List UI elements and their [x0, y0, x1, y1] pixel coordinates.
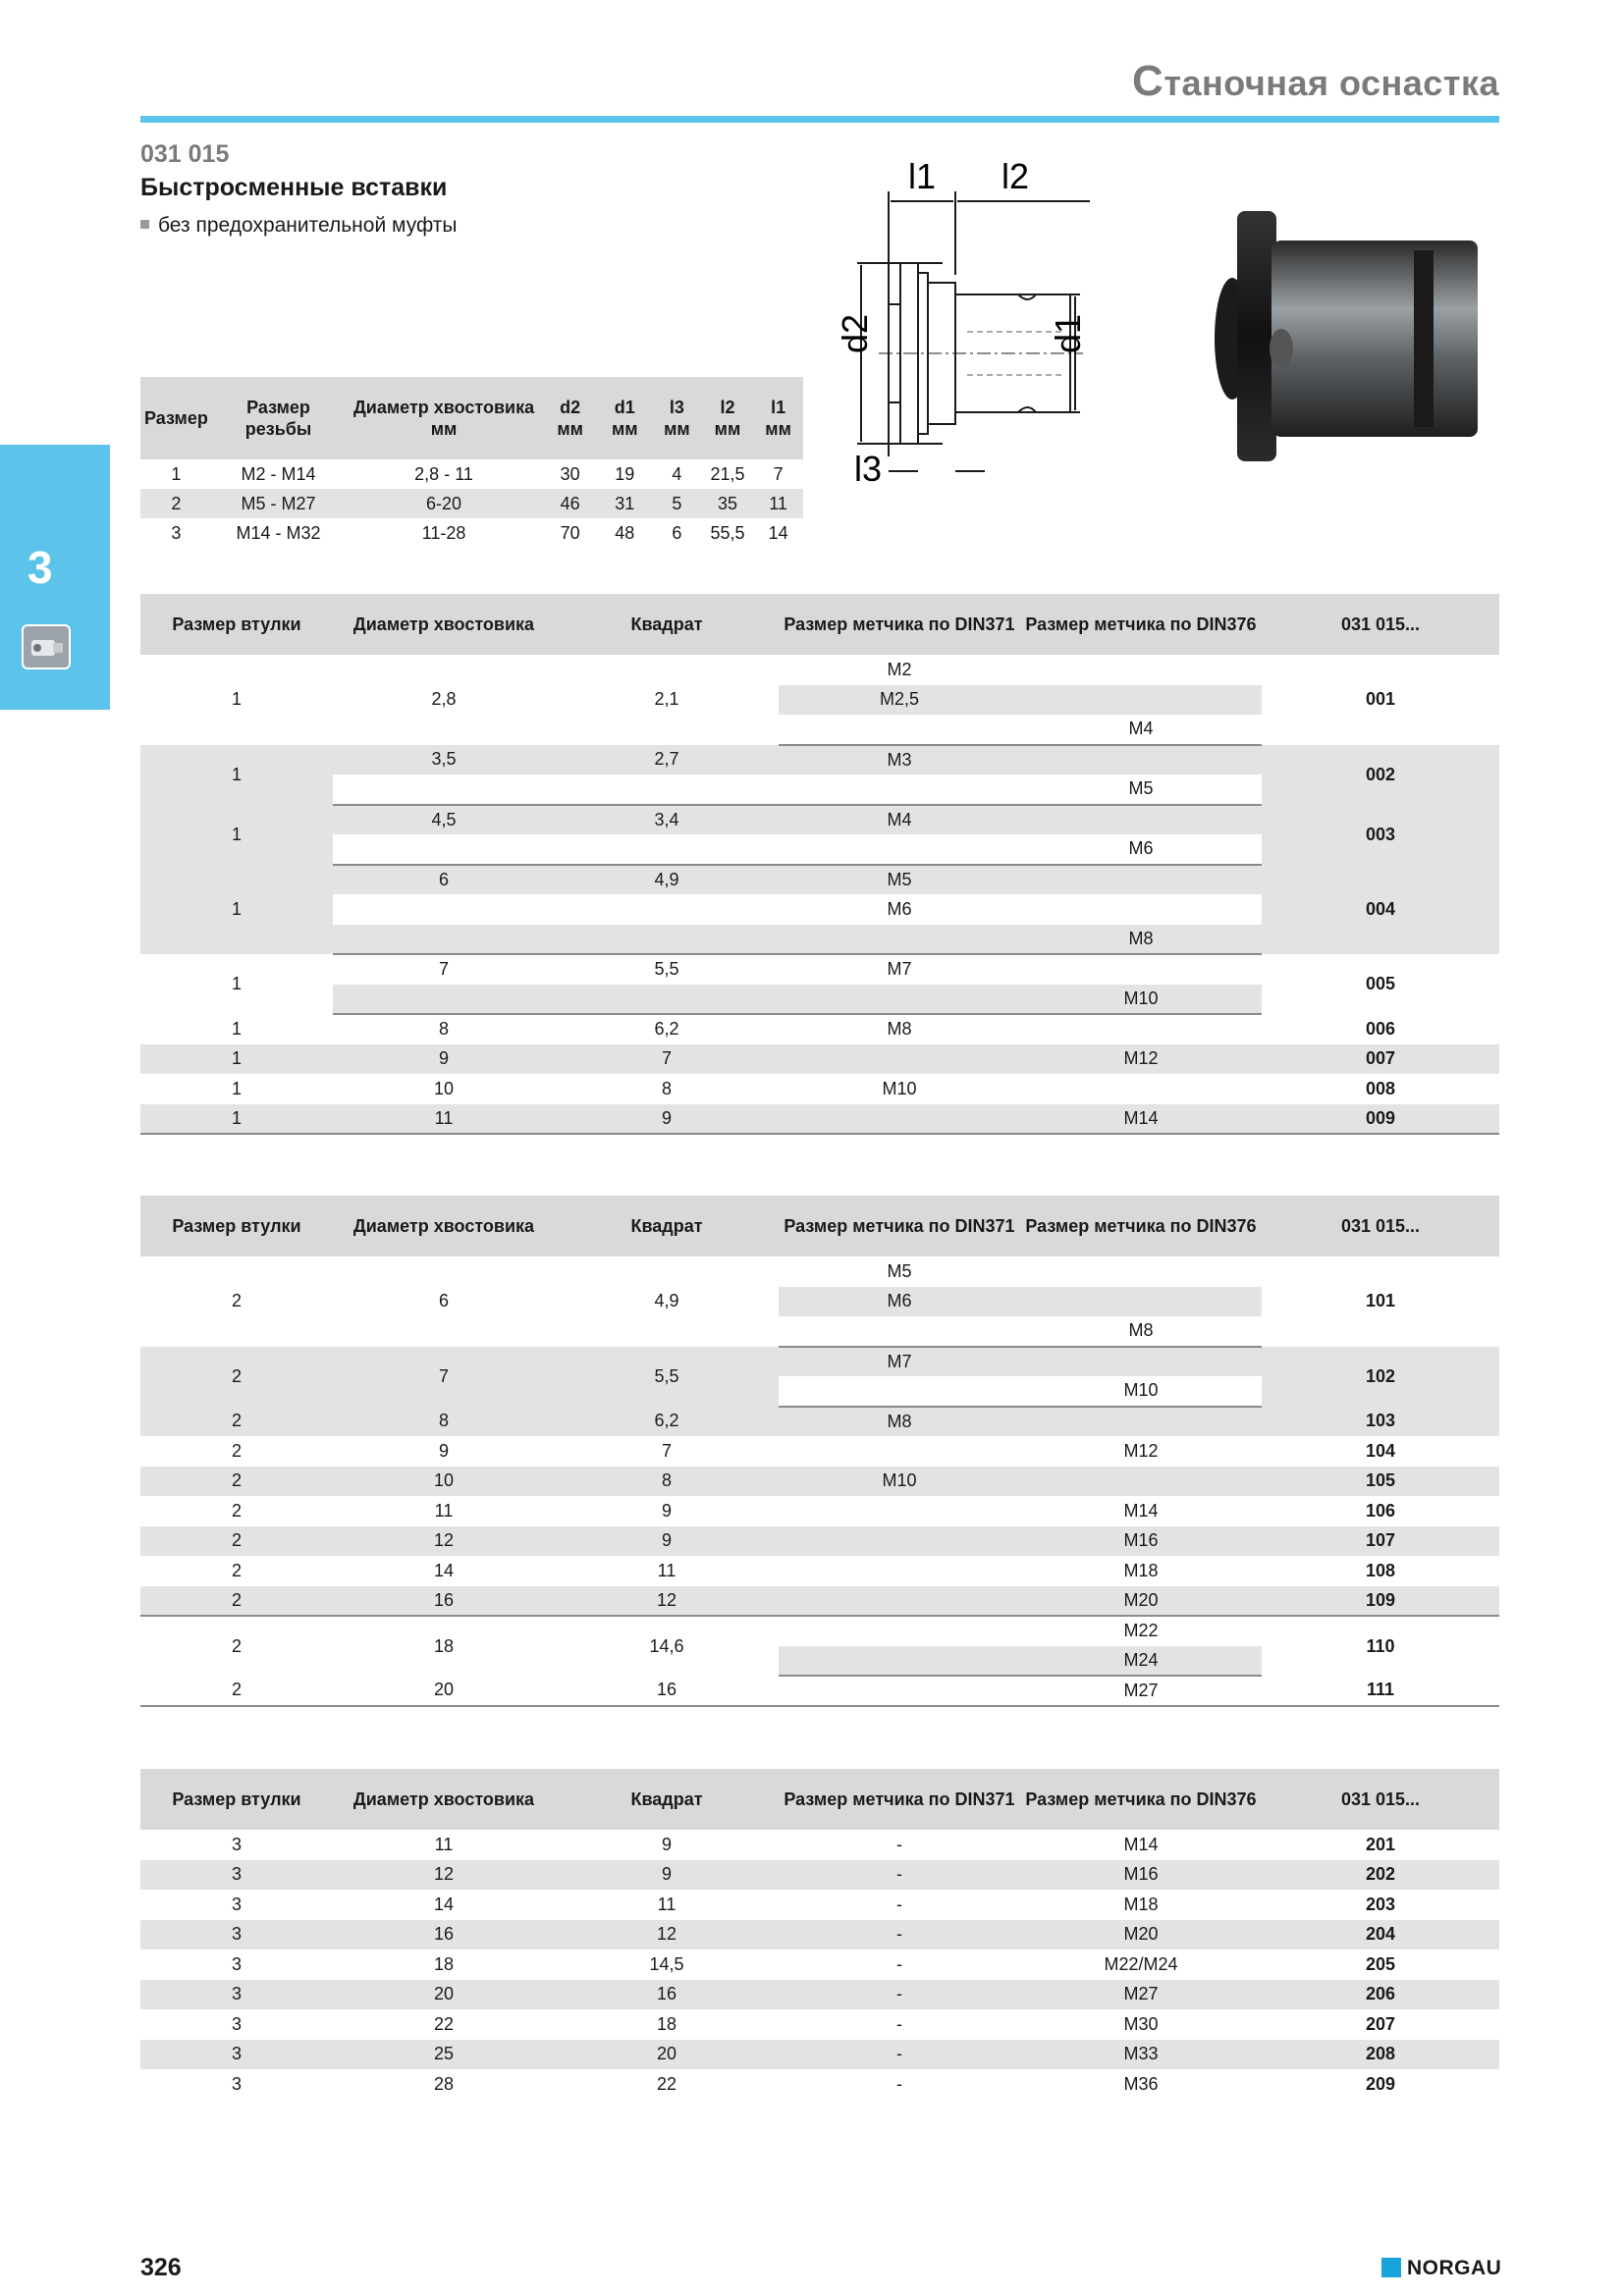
column-header: 031 015... — [1262, 594, 1499, 655]
column-header: Диаметр хвостовика — [333, 594, 555, 655]
column-header: Квадрат — [555, 1769, 779, 1830]
table-row: 1 6 4,9 M5 004 — [140, 865, 1499, 895]
table-row: 2 16 12 M20 109 — [140, 1586, 1499, 1617]
table-row: 1 2,8 2,1 M2 001 — [231, 659, 1396, 710]
chapter-tab[interactable] — [0, 445, 110, 710]
column-header: Диаметр хвостовика — [333, 1769, 555, 1830]
column-header: Размер — [140, 377, 212, 459]
table-row: 1 7 5,5 M7 005 — [231, 959, 1396, 993]
l2-label: l2 — [1001, 157, 1030, 196]
column-header: d1 мм — [597, 377, 652, 459]
sleeve-size-1-table — [140, 594, 1499, 1135]
column-header: Размер метчика по DIN376 — [1020, 594, 1262, 655]
brand-square-icon — [1381, 2258, 1401, 2277]
bullet-square-icon — [140, 220, 149, 229]
table-row: 2 7 5,5 M7 102 — [140, 1347, 1499, 1377]
column-header: Размер резьбы — [212, 377, 345, 459]
table-row: M2,5 — [140, 685, 1499, 716]
table-row: M8 — [140, 925, 1499, 955]
table-row: 2 8 6,2 M8 103 — [140, 1407, 1499, 1437]
table-row: 3 12 9 - M16 202 — [140, 1860, 1499, 1891]
table-row: 3 18 14,5 - M22/M24 205 — [231, 1953, 1396, 1974]
column-header: Диаметр хвостовика — [333, 1196, 555, 1256]
table-row: M4 — [140, 715, 1499, 745]
column-header: Квадрат — [555, 594, 779, 655]
l3-label: l3 — [854, 449, 883, 489]
table-row: 1 3,5 2,7 M3 002 — [140, 745, 1499, 775]
table-row: 1 8 6,2 M8 006 — [231, 1018, 1396, 1040]
table-row: 1 10 8 M10 008 — [231, 1078, 1396, 1098]
table-row: 2 11 9 M14 106 — [231, 1500, 1396, 1521]
table-row: M6 — [140, 1287, 1499, 1317]
table-row: 3 M14 - M32 11-28 70 48 6 55,5 14 — [171, 522, 788, 543]
table-row: 3 22 18 - M30 207 — [231, 2013, 1396, 2034]
tap-holder-icon — [22, 624, 71, 669]
table-row: 1 M2 - M14 2,8 - 11 30 19 4 21,5 7 — [171, 463, 784, 484]
table-row: 1 9 7 M12 007 — [140, 1044, 1499, 1075]
column-header: l3 мм — [652, 377, 702, 459]
table-row: M6 — [140, 834, 1499, 865]
feature-item: без предохранительной муфты — [140, 214, 458, 238]
column-header: Квадрат — [555, 1196, 779, 1256]
header-rule — [140, 116, 1499, 123]
table-row: 2 12 9 M16 107 — [140, 1526, 1499, 1557]
table-row: 1 4,5 3,4 M4 003 — [140, 805, 1499, 835]
d2-label: d2 — [835, 313, 875, 353]
section-title: Станочная оснастка — [1132, 57, 1499, 105]
technical-drawing — [830, 157, 1090, 501]
column-header: Размер метчика по DIN371 — [779, 1196, 1020, 1256]
l1-label: l1 — [908, 157, 937, 196]
spec-table — [140, 377, 803, 548]
table-row: 2 M5 - M27 6-20 46 31 5 35 11 — [140, 489, 803, 518]
table-row: 2 10 8 M10 105 — [140, 1467, 1499, 1497]
table-row: 3 14 11 - M18 203 — [231, 1894, 1396, 1914]
column-header: Размер метчика по DIN376 — [1020, 1196, 1262, 1256]
table-row: 2 9 7 M12 104 — [231, 1440, 1396, 1461]
table-row: 2 14 11 M18 108 — [231, 1560, 1396, 1580]
sleeve-size-2-table — [140, 1196, 1499, 1707]
brand-logo: NORGAU — [1381, 2257, 1501, 2280]
table-row: 3 16 12 - M20 204 — [140, 1920, 1499, 1950]
column-header: 031 015... — [1262, 1769, 1499, 1830]
table-row: 3 11 9 - M14 201 — [231, 1834, 1396, 1854]
article-number: 031 015 — [140, 140, 230, 168]
column-header: Размер метчика по DIN371 — [779, 1769, 1020, 1830]
table-row: M10 — [140, 985, 1499, 1015]
table-row: M24 — [140, 1646, 1499, 1677]
table-row: 1 11 9 M14 009 — [140, 1104, 1499, 1135]
sleeve-size-3-table — [140, 1769, 1499, 2100]
column-header: Размер метчика по DIN376 — [1020, 1769, 1262, 1830]
chapter-number: 3 — [27, 542, 53, 593]
table-row: 2 6 4,9 M5 101 — [231, 1260, 1396, 1311]
table-row: M8 — [140, 1316, 1499, 1347]
d1-label: d1 — [1048, 313, 1088, 353]
table-row: 3 28 22 - M36 209 — [231, 2073, 1396, 2094]
column-header: Размер втулки — [140, 1196, 333, 1256]
table-row: 2 18 14,6 M22 110 — [231, 1621, 1395, 1656]
column-header: l1 мм — [753, 377, 803, 459]
column-header: Размер втулки — [140, 1769, 333, 1830]
table-row: 2 20 16 M27 111 — [140, 1676, 1499, 1706]
page-number: 326 — [140, 2254, 182, 2281]
product-title: Быстросменные вставки — [140, 174, 448, 201]
column-header: Размер втулки — [140, 594, 333, 655]
column-header: l2 мм — [702, 377, 753, 459]
table-row: M5 — [140, 774, 1499, 805]
table-row: 3 25 20 - M33 208 — [140, 2040, 1499, 2070]
column-header: Диаметр хвостовика мм — [345, 377, 543, 459]
column-header: Размер метчика по DIN371 — [779, 594, 1020, 655]
product-photo — [1198, 201, 1492, 476]
table-row: M10 — [140, 1376, 1499, 1407]
column-header: d2 мм — [543, 377, 598, 459]
table-row: 3 20 16 - M27 206 — [140, 1980, 1499, 2010]
column-header: 031 015... — [1262, 1196, 1499, 1256]
table-row: M6 — [887, 898, 912, 919]
